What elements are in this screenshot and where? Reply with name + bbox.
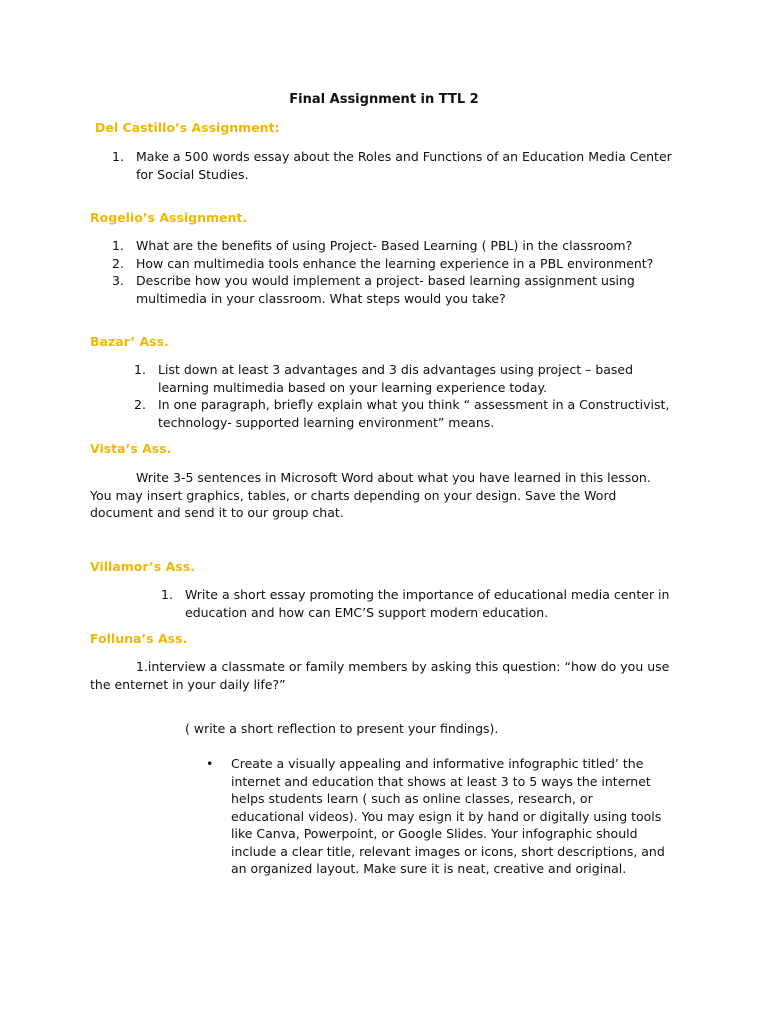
list-item: 1. What are the benefits of using Project- Based Learning ( PBL) in the classroom? — [112, 238, 633, 253]
list-item: 3. Describe how you would implement a project- based learning assignment using multimedia in your classroom. What steps would you take? — [112, 273, 635, 306]
list-item: 1. Make a 500 words essay about the Roles and Functions of an Education Media Center for Social Studies. — [112, 149, 672, 182]
infographic-bullet: • Create a visually appealing and informative infographic titled’ the internet and education that shows at least 3 to 5 ways the internet helps students learn ( such as online classes, research, or educational videos). You may esign it by hand or digitally using tools like Canva, Powerpoint, or Google Slides. Your infographic should include a clear title, relevant images or icons, short descriptions, and an organized layout. Make sure it is neat, creative and original. — [206, 756, 665, 876]
section-heading-rogelio: Rogelio’s Assignment. — [90, 210, 248, 225]
section-heading-villamor: Villamor’s Ass. — [90, 559, 195, 574]
bazar-list — [134, 361, 670, 431]
bullet-icon: • — [206, 756, 214, 771]
section-heading-bazar: Bazar’ Ass. — [90, 334, 169, 349]
reflection-note: ( write a short reflection to present your findings). — [185, 721, 499, 736]
villamor-list — [161, 586, 670, 621]
list-item: 1. Write a short essay promoting the importance of educational media center in education and how can EMC’S support modern education. — [161, 587, 670, 620]
del-castillo-list — [112, 148, 672, 183]
list-item: 1. List down at least 3 advantages and 3 dis advantages using project – based learning multimedia based on your learning experience today. — [134, 362, 634, 395]
section-heading-vista: Vista’s Ass. — [90, 441, 172, 456]
list-item: 2. How can multimedia tools enhance the learning experience in a PBL environment? — [112, 255, 654, 271]
rogelio-list — [112, 237, 654, 307]
vista-paragraph: Write 3-5 sentences in Microsoft Word about what you have learned in this lesson. You may insert graphics, tables, or charts depending on your design. Save the Word document and send it to our group chat. — [90, 470, 651, 520]
list-item: 2. In one paragraph, briefly explain what you think “ assessment in a Constructivist, technology- supported learning environment” means. — [134, 397, 670, 430]
section-heading-folluna: Folluna’s Ass. — [90, 631, 188, 646]
document-title: Final Assignment in TTL 2 — [289, 92, 479, 107]
folluna-paragraph: 1.interview a classmate or family members by asking this question: “how do you use the enternet in your daily life?” — [90, 659, 670, 692]
section-heading-del-castillo: Del Castillo’s Assignment: — [95, 120, 280, 135]
